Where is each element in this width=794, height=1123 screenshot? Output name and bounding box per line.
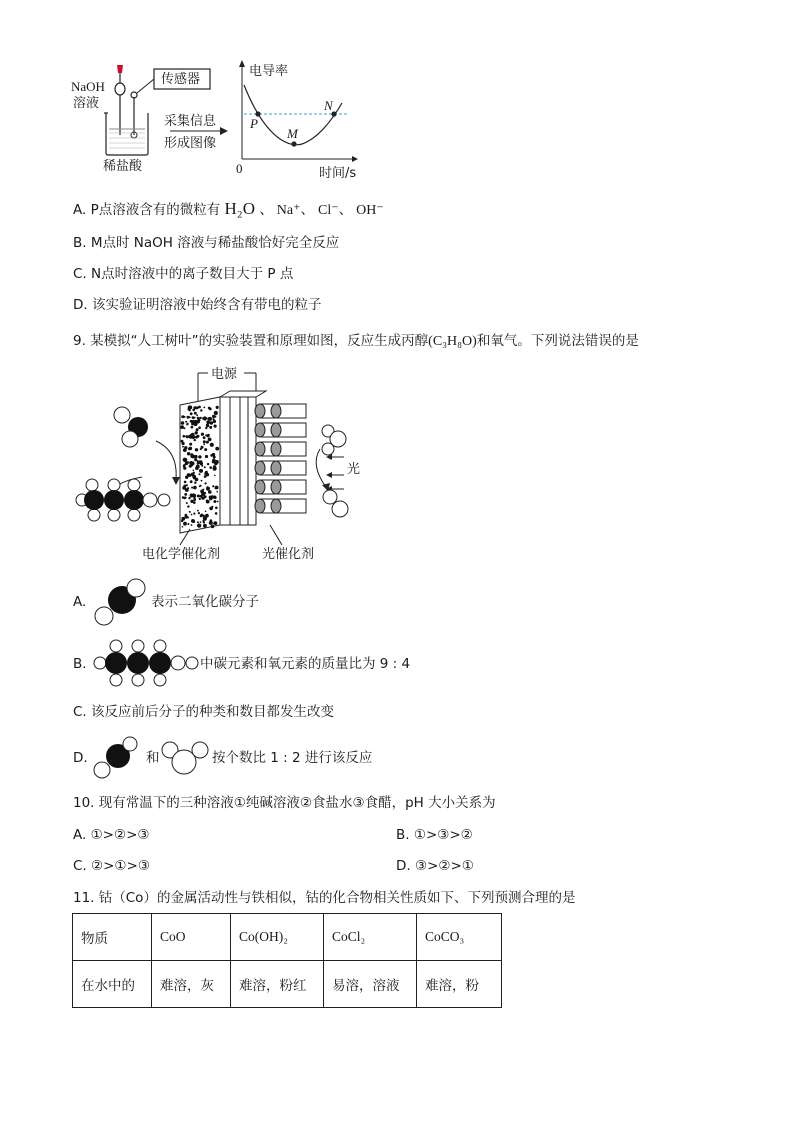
dropper-icon bbox=[115, 65, 125, 135]
naoh-solution-label: 溶液 bbox=[73, 96, 100, 111]
beaker-icon bbox=[104, 113, 148, 155]
power-label: 电源 bbox=[211, 367, 238, 382]
cobalt-compounds-table bbox=[72, 913, 502, 1008]
table-cell: 易溶，溶液 bbox=[324, 961, 417, 1008]
q9-option-d-label: D. bbox=[73, 750, 88, 766]
water-molecule-icon bbox=[160, 740, 210, 778]
point-m-marker bbox=[291, 141, 296, 146]
q10-stem: 10. 现有常温下的三种溶液①纯碱溶液②食盐水③食醋，pH 大小关系为 bbox=[73, 795, 496, 811]
water-molecule-right bbox=[322, 425, 346, 455]
photocatalyst-cylinders bbox=[255, 404, 306, 513]
q10-option-c: C. ②>①>③ bbox=[73, 858, 150, 874]
q9-option-d-text: 按个数比 1 : 2 进行该反应 bbox=[212, 750, 373, 766]
table-cell: 在水中的 bbox=[73, 961, 152, 1008]
table-cell: CoCl₂ bbox=[324, 914, 417, 961]
q9-option-b-label: B. bbox=[73, 656, 87, 672]
table-cell: CoCO₃ bbox=[417, 914, 502, 961]
acid-label: 稀盐酸 bbox=[103, 159, 143, 174]
oxygen-molecule-right bbox=[323, 490, 348, 517]
q8-option-a: A. P点溶液含有的微粒有 H₂O 、 Na⁺、 Cl⁻、 OH⁻ bbox=[73, 199, 384, 218]
table-cell: CoO bbox=[152, 914, 231, 961]
table-cell: Co(OH)₂ bbox=[231, 914, 324, 961]
form-image-label: 形成图像 bbox=[164, 136, 217, 151]
propanol-molecule-icon bbox=[92, 637, 202, 689]
table-row bbox=[73, 961, 502, 1008]
q9-option-a-label: A. bbox=[73, 594, 87, 610]
point-n-label: N bbox=[324, 98, 333, 113]
q9-option-a-text: 表示二氧化碳分子 bbox=[151, 594, 259, 610]
naoh-label: NaOH bbox=[71, 79, 105, 94]
table-cell: 难溶，粉 bbox=[417, 961, 502, 1008]
artificial-leaf-figure bbox=[70, 365, 360, 570]
x-axis-label: 时间/s bbox=[319, 166, 357, 181]
co2-molecule-icon-d bbox=[92, 736, 138, 782]
q8-option-c: C. N点时溶液中的离子数目大于 P 点 bbox=[73, 266, 294, 282]
y-axis-label: 电导率 bbox=[249, 64, 289, 79]
co2-molecule-left bbox=[114, 407, 148, 447]
table-header-row bbox=[73, 914, 502, 961]
sensor-label: 传感器 bbox=[161, 72, 201, 87]
q9-option-d-and: 和 bbox=[146, 750, 160, 766]
q11-stem: 11. 钴（Co）的金属活动性与铁相似，钴的化合物相关性质如下、下列预测合理的是 bbox=[73, 890, 576, 906]
propanol-molecule-left bbox=[76, 479, 170, 521]
q9-option-b-text: 中碳元素和氧元素的质量比为 9 : 4 bbox=[200, 656, 411, 672]
q9-option-c: C. 该反应前后分子的种类和数目都发生改变 bbox=[73, 704, 335, 720]
point-m-label: M bbox=[287, 126, 298, 141]
q10-option-b: B. ①>③>② bbox=[396, 827, 473, 843]
q10-option-a: A. ①>②>③ bbox=[73, 827, 150, 843]
light-label: 光 bbox=[347, 462, 361, 477]
table-cell: 难溶，灰 bbox=[152, 961, 231, 1008]
electro-catalyst-label: 电化学催化剂 bbox=[142, 547, 221, 562]
origin-label: 0 bbox=[236, 161, 243, 176]
q8-option-d: D. 该实验证明溶液中始终含有带电的粒子 bbox=[73, 297, 322, 313]
co2-molecule-icon bbox=[92, 578, 146, 630]
q9-stem: 9. 某模拟“人工树叶”的实验装置和原理如图，反应生成丙醇(C₃H₈O)和氧气。下列说法错误的是 bbox=[73, 333, 639, 349]
table-cell: 物质 bbox=[73, 914, 152, 961]
table-cell: 难溶，粉红 bbox=[231, 961, 324, 1008]
photo-catalyst-label: 光催化剂 bbox=[262, 547, 315, 562]
q8-option-b: B. M点时 NaOH 溶液与稀盐酸恰好完全反应 bbox=[73, 235, 340, 251]
q10-option-d: D. ③>②>① bbox=[396, 858, 474, 874]
collect-info-label: 采集信息 bbox=[164, 114, 217, 129]
point-p-label: P bbox=[250, 116, 258, 131]
